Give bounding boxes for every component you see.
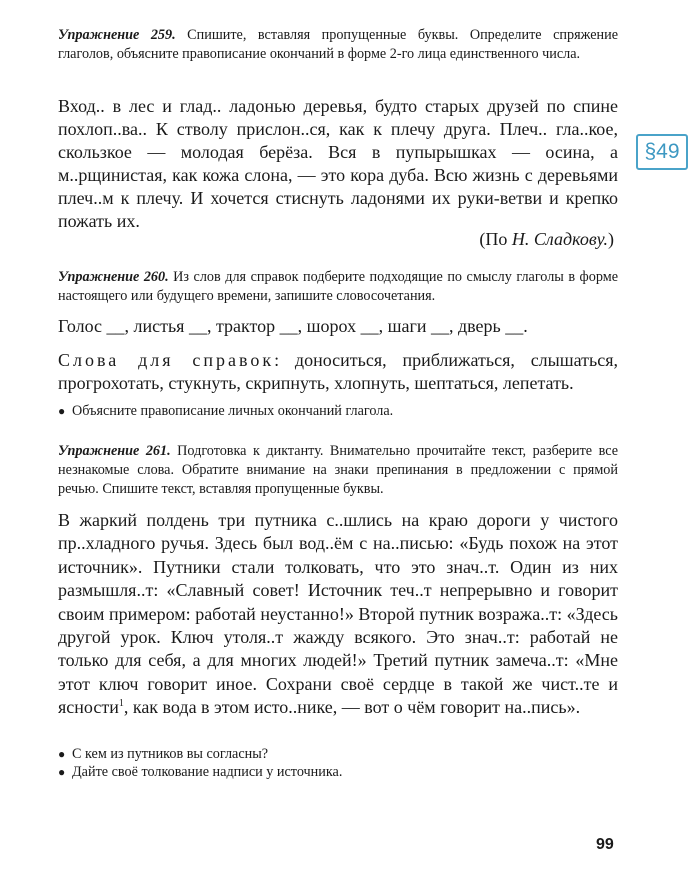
- exercise-261-task: [58, 442, 618, 499]
- exercise-261-text: [58, 509, 618, 720]
- bullet-text: Объясните правописание личных окончаний глагола.: [72, 403, 394, 419]
- page-number: 99: [596, 836, 614, 853]
- author-name: Н. Сладкову.: [511, 229, 608, 249]
- bullet-text: Дайте своё толкование надписи у источника.: [72, 764, 343, 780]
- exercise-261-number: Упражнение 261.: [58, 443, 171, 459]
- footnote-mark: 1: [118, 698, 124, 710]
- exercise-259-number: Упражнение 259.: [58, 27, 176, 43]
- exercise-260-instruction: Из слов для справок подберите подходящие по смыслу глаголы в форме настоящего или будущего времени, запишите словосочетания.: [58, 269, 618, 304]
- exercise-259-text: Вход.. в лес и глад.. ладонью деревья, будто старых друзей по спине похлоп..ва.. К стволу прислон..ся, как к плечу друга. Плеч.. гла..кое, скользкое — молодая берёза. Вся в пупырышках — осина, а м..рщинистая, как кожа слона, — это кора дуба. Всю жизнь с деревьями плеч..м к плечу. И хочется стиснуть ладонями их руки-ветви и крепко пожать их.: [58, 96, 618, 231]
- bullet-icon: ●: [58, 747, 66, 761]
- exercise-260-reference: [58, 349, 618, 395]
- bullet-icon: ●: [58, 765, 66, 779]
- exercise-260-number: Упражнение 260.: [58, 269, 169, 285]
- author-prefix: (По: [479, 229, 512, 249]
- bullet-icon: ●: [58, 404, 66, 418]
- dictation-text-part-2: , как вода в этом исто..нике, — вот о чём говорит на..пись».: [123, 697, 581, 718]
- reference-words: : доноситься, приближаться, слышаться, прогрохотать, стукнуть, скрипнуть, хлопнуть, шептаться, лепетать.: [58, 350, 618, 393]
- exercise-260-task: [58, 268, 618, 306]
- exercise-259-task: [58, 26, 618, 64]
- exercise-261-instruction: Подготовка к диктанту. Внимательно прочитайте текст, разберите все незнакомые слова. Обратите внимание на знаки препинания в предложении с прямой речью. Спишите текст, вставляя пропущенные буквы.: [58, 443, 618, 497]
- author-suffix: ): [608, 229, 614, 249]
- exercise-259-author: [479, 229, 614, 250]
- dictation-text-part-1: В жаркий полдень три путника с..шлись на краю дороги у чистого пр..хладного ручья. Здесь был вод..ём с на..писью: «Будь похож на этот источник». Путники стали толковать, что это знач..т. Один из них размышля..т: «Славный совет! Источник теч..т непрерывно и говорит своим примером: работай неустанно!» Второй путник возража..т: «Здесь другой урок. Ключ утоля..т жажду всякого. Это знач..т: работай не только для себя, а для многих людей!» Третий путник замеча..т: «Мне этот ключ говорит иное. Сохрани своё сердце в такой же чист..те и ясности: [58, 510, 618, 718]
- exercise-260-bullet: [58, 402, 393, 420]
- exercise-259-instruction: Спишите, вставляя пропущенные буквы. Определите спряжение глаголов, объясните правописание окончаний в форме 2-го лица единственного числа.: [58, 27, 618, 62]
- section-tab: §49: [636, 134, 688, 170]
- bullet-text: С кем из путников вы согласны?: [72, 746, 269, 762]
- exercise-260-phrases: Голос __, листья __, трактор __, шорох __, шаги __, дверь __.: [58, 316, 528, 336]
- reference-label: Слова для справок: [58, 350, 275, 370]
- exercise-261-bullet-2: [58, 763, 342, 781]
- exercise-261-bullet-1: [58, 745, 268, 763]
